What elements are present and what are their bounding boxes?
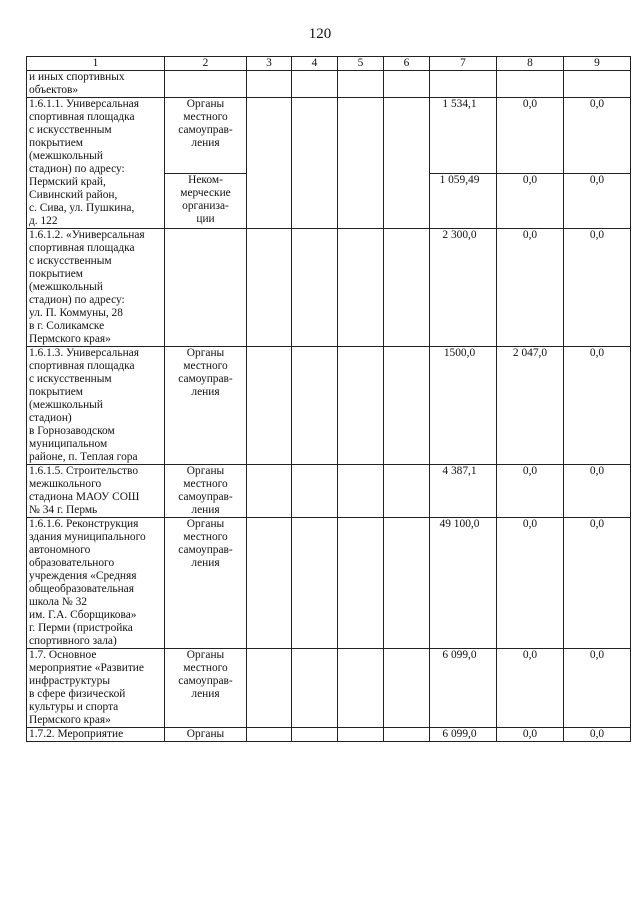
table-row xyxy=(27,465,631,518)
empty-cell xyxy=(338,649,384,728)
table-row xyxy=(27,518,631,649)
header-row xyxy=(27,57,631,71)
empty-cell xyxy=(384,98,430,229)
row-description: 1.6.1.1. Универсальная спортивная площадка с искусственным покрытием (межшкольный стадион) по адресу: Пермский край, Сивинский район, с. Сива, ул. Пушкина, д. 122 xyxy=(27,98,165,229)
row-value-col7 xyxy=(430,71,497,98)
row-executor: Органы местного самоуправ- ления xyxy=(165,649,247,728)
row-value-col8: 2 047,0 xyxy=(497,347,564,465)
row-value-col8: 0,0 xyxy=(497,229,564,347)
empty-cell xyxy=(247,518,292,649)
column-header: 5 xyxy=(338,57,384,71)
table-row xyxy=(27,347,631,465)
row-value-col7: 6 099,0 xyxy=(430,728,497,742)
column-header: 9 xyxy=(564,57,631,71)
row-description: и иных спортивных объектов» xyxy=(27,71,165,98)
row-executor: Органы местного самоуправ- ления xyxy=(165,347,247,465)
row-value-col7: 49 100,0 xyxy=(430,518,497,649)
row-executor: Органы местного самоуправ- ления xyxy=(165,465,247,518)
row-value-col9: 0,0 xyxy=(564,518,631,649)
row-description: 1.7. Основное мероприятие «Развитие инфраструктуры в сфере физической культуры и спорта Пермского края» xyxy=(27,649,165,728)
empty-cell xyxy=(338,347,384,465)
row-value-col8: 0,0 xyxy=(497,174,564,229)
empty-cell xyxy=(247,98,292,229)
empty-cell xyxy=(384,71,430,98)
empty-cell xyxy=(384,728,430,742)
table-row xyxy=(27,728,631,742)
empty-cell xyxy=(384,347,430,465)
row-value-col9: 0,0 xyxy=(564,229,631,347)
page-number: 120 xyxy=(308,26,332,42)
empty-cell xyxy=(384,518,430,649)
row-value-col9: 0,0 xyxy=(564,98,631,174)
row-value-col9: 0,0 xyxy=(564,465,631,518)
row-description: 1.6.1.5. Строительство межшкольного стадиона МАОУ СОШ № 34 г. Пермь xyxy=(27,465,165,518)
empty-cell xyxy=(292,728,338,742)
row-value-col9 xyxy=(564,71,631,98)
empty-cell xyxy=(292,518,338,649)
empty-cell xyxy=(292,347,338,465)
table-row xyxy=(27,71,631,98)
row-value-col7: 2 300,0 xyxy=(430,229,497,347)
empty-cell xyxy=(247,229,292,347)
empty-cell xyxy=(247,347,292,465)
row-value-col7: 1 059,49 xyxy=(430,174,497,229)
empty-cell xyxy=(292,229,338,347)
column-header: 1 xyxy=(27,57,165,71)
table-row xyxy=(27,98,631,174)
row-value-col7: 4 387,1 xyxy=(430,465,497,518)
row-description: 1.6.1.2. «Универсальная спортивная площадка с искусственным покрытием (межшкольный стадион) по адресу: ул. П. Коммуны, 28 в г. Соликамске Пермского края» xyxy=(27,229,165,347)
empty-cell xyxy=(292,465,338,518)
table-row xyxy=(27,649,631,728)
empty-cell xyxy=(338,98,384,229)
empty-cell xyxy=(292,98,338,229)
empty-cell xyxy=(338,728,384,742)
column-header: 8 xyxy=(497,57,564,71)
row-description: 1.6.1.3. Универсальная спортивная площадка с искусственным покрытием (межшкольный стадион) в Горнозаводском муниципальном районе, п. Теплая гора xyxy=(27,347,165,465)
table-row xyxy=(27,229,631,347)
empty-cell xyxy=(247,649,292,728)
empty-cell xyxy=(338,229,384,347)
empty-cell xyxy=(384,229,430,347)
column-header: 2 xyxy=(165,57,247,71)
row-value-col9: 0,0 xyxy=(564,347,631,465)
empty-cell xyxy=(292,649,338,728)
row-executor: Органы xyxy=(165,728,247,742)
row-description: 1.7.2. Мероприятие xyxy=(27,728,165,742)
column-header: 3 xyxy=(247,57,292,71)
row-value-col8: 0,0 xyxy=(497,98,564,174)
row-value-col8: 0,0 xyxy=(497,728,564,742)
row-value-col8: 0,0 xyxy=(497,465,564,518)
row-executor xyxy=(165,71,247,98)
column-header: 4 xyxy=(292,57,338,71)
empty-cell xyxy=(384,649,430,728)
empty-cell xyxy=(384,465,430,518)
row-value-col8 xyxy=(497,71,564,98)
empty-cell xyxy=(292,71,338,98)
budget-table xyxy=(26,56,631,742)
row-executor: Органы местного самоуправ- ления xyxy=(165,518,247,649)
row-executor: Органы местного самоуправ- ления xyxy=(165,98,247,174)
empty-cell xyxy=(247,728,292,742)
empty-cell xyxy=(338,518,384,649)
row-value-col7: 6 099,0 xyxy=(430,649,497,728)
empty-cell xyxy=(338,71,384,98)
empty-cell xyxy=(247,465,292,518)
row-value-col9: 0,0 xyxy=(564,728,631,742)
column-header: 6 xyxy=(384,57,430,71)
row-executor: Неком- мерческие организа- ции xyxy=(165,174,247,229)
column-header: 7 xyxy=(430,57,497,71)
row-description: 1.6.1.6. Реконструкция здания муниципального автономного образовательного учреждения «Средняя общеобразовательная школа № 32 им. Г.А. Сборщикова» г. Перми (пристройка спортивного зала) xyxy=(27,518,165,649)
row-value-col9: 0,0 xyxy=(564,649,631,728)
row-value-col7: 1500,0 xyxy=(430,347,497,465)
row-value-col7: 1 534,1 xyxy=(430,98,497,174)
empty-cell xyxy=(338,465,384,518)
row-executor xyxy=(165,229,247,347)
row-value-col9: 0,0 xyxy=(564,174,631,229)
row-value-col8: 0,0 xyxy=(497,518,564,649)
empty-cell xyxy=(247,71,292,98)
row-value-col8: 0,0 xyxy=(497,649,564,728)
